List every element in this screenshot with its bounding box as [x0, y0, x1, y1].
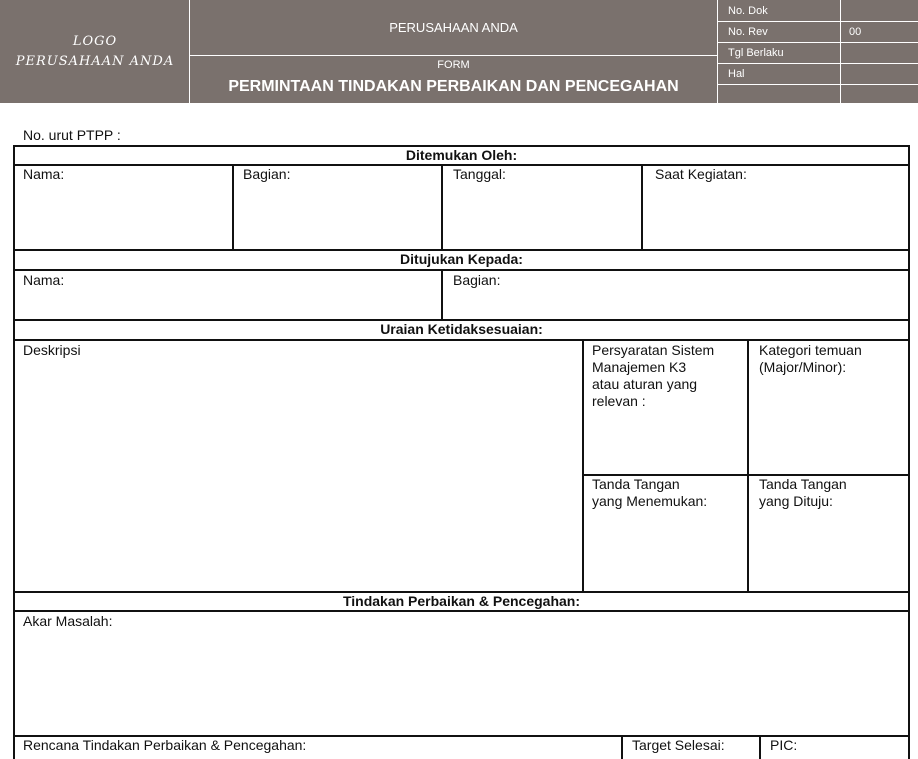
- deskripsi-field[interactable]: Deskripsi: [23, 342, 81, 358]
- ditemukan-nama-field[interactable]: Nama:: [23, 166, 65, 182]
- persyaratan-line: relevan :: [592, 393, 646, 409]
- persyaratan-line: atau aturan yang: [592, 376, 698, 392]
- ditujukan-nama-field[interactable]: Nama:: [23, 272, 65, 288]
- col-divider: [747, 339, 749, 592]
- table-border: [908, 145, 910, 759]
- meta-value-no-rev[interactable]: 00: [849, 26, 862, 38]
- table-border: [13, 145, 15, 759]
- persyaratan-line: Manajemen K3: [592, 359, 687, 375]
- kategori-line: Kategori temuan: [759, 342, 862, 358]
- ditemukan-saat-kegiatan-field[interactable]: Saat Kegiatan:: [655, 166, 747, 182]
- row-divider: [13, 610, 910, 612]
- section-title-uraian: Uraian Ketidaksesuaian:: [380, 321, 543, 337]
- header-divider: [718, 84, 918, 85]
- form-label: FORM: [437, 59, 470, 71]
- ttd-dituju-line: Tanda Tangan: [759, 476, 847, 492]
- section-title-tindakan: Tindakan Perbaikan & Pencegahan:: [342, 593, 581, 609]
- col-divider: [441, 164, 443, 250]
- pic-field[interactable]: PIC:: [770, 737, 798, 753]
- section-title-ditemukan: Ditemukan Oleh:: [405, 147, 518, 163]
- row-divider: [13, 269, 910, 271]
- meta-value-tgl-berlaku[interactable]: [841, 43, 918, 63]
- company-name: PERUSAHAAN ANDA: [389, 20, 518, 35]
- row-divider: [13, 339, 910, 341]
- akar-masalah-field[interactable]: Akar Masalah:: [23, 613, 113, 629]
- meta-label-hal: Hal: [728, 68, 745, 80]
- form-title: PERMINTAAN TINDAKAN PERBAIKAN DAN PENCEGAHAN: [228, 78, 679, 95]
- section-title-ditujukan: Ditujukan Kepada:: [400, 251, 523, 267]
- col-divider: [641, 164, 643, 250]
- col-divider: [232, 164, 234, 250]
- meta-value-no-dok[interactable]: [841, 1, 918, 21]
- target-selesai-field[interactable]: Target Selesai:: [632, 737, 725, 753]
- ditemukan-tanggal-field[interactable]: Tanggal:: [453, 166, 506, 182]
- ttd-dituju-line: yang Dituju:: [759, 493, 833, 509]
- col-divider: [621, 735, 623, 759]
- ditemukan-bagian-field[interactable]: Bagian:: [243, 166, 291, 182]
- kategori-line: (Major/Minor):: [759, 359, 847, 375]
- ttd-menemukan-line: yang Menemukan:: [592, 493, 708, 509]
- col-divider: [441, 269, 443, 320]
- logo-text-top: LOGO: [72, 33, 118, 49]
- company-logo: [0, 0, 190, 103]
- meta-label-no-dok: No. Dok: [728, 5, 768, 17]
- form-header: [0, 0, 918, 103]
- persyaratan-line: Persyaratan Sistem: [592, 342, 715, 358]
- col-divider: [759, 735, 761, 759]
- col-divider: [582, 339, 584, 592]
- meta-value-hal[interactable]: [841, 64, 918, 84]
- logo-text-bottom: PERUSAHAAN ANDA: [15, 53, 175, 69]
- rencana-tindakan-field[interactable]: Rencana Tindakan Perbaikan & Pencegahan:: [23, 737, 307, 753]
- no-urut-label: No. urut PTPP :: [23, 127, 121, 143]
- meta-label-tgl-berlaku: Tgl Berlaku: [728, 47, 784, 59]
- ttd-menemukan-line: Tanda Tangan: [592, 476, 680, 492]
- meta-label-no-rev: No. Rev: [728, 26, 768, 38]
- ditujukan-bagian-field[interactable]: Bagian:: [453, 272, 501, 288]
